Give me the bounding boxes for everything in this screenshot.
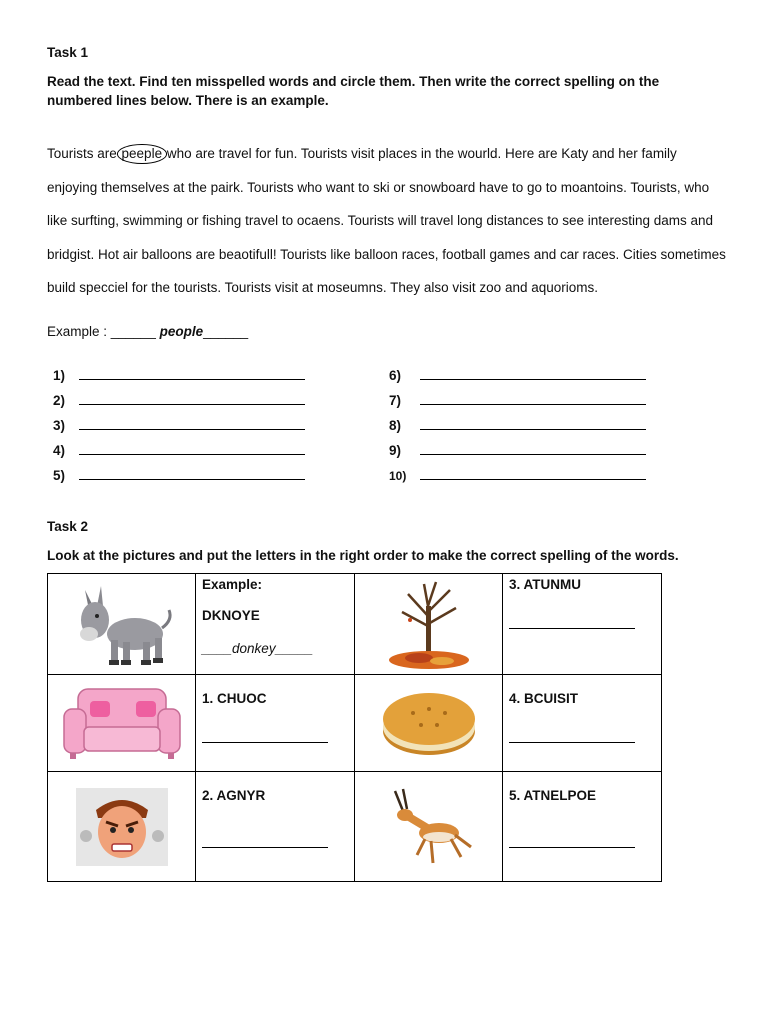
item-4-cell: [503, 675, 662, 772]
answer-line-9[interactable]: 9): [389, 442, 646, 462]
answer-line-1[interactable]: 1): [53, 367, 305, 387]
item-5-label: 5. ATNELPOE: [509, 788, 597, 803]
biscuit-icon: [379, 683, 479, 763]
example-solution: ____donkey_____: [202, 641, 314, 656]
item-1-label: 1. CHUOC: [202, 691, 267, 706]
item-3-label: 3. ATUNMU: [509, 577, 581, 592]
item-4-answer-line[interactable]: [509, 742, 635, 743]
antelope-icon: [381, 785, 477, 869]
example-label: Example : ______: [47, 324, 156, 339]
answer-line-2[interactable]: 2): [53, 392, 305, 412]
item-2-answer-line[interactable]: [202, 847, 328, 848]
item-2-label: 2. AGNYR: [202, 788, 266, 803]
item-1-cell: [196, 675, 355, 772]
donkey-picture: [48, 574, 196, 675]
couch-picture: [48, 675, 196, 772]
answer-line-3[interactable]: 3): [53, 417, 305, 437]
item-3-answer-line[interactable]: [509, 628, 635, 629]
example-word: people: [159, 324, 204, 339]
item-5-answer-line[interactable]: [509, 847, 635, 848]
paragraph-rest: who are travel for fun. Tourists visit places in the wourld. Here are Katy and her family enjoying themselves at the pairk. Tourists who want to ski or snowboard have to go to moantoins. Tourists, who like surfting, swimming or fishing travel to ocaens. Tourists will travel long distances to see interesting dams and bridgist. Hot air balloons are beaotifull! Tourists like balloon races, football games and car races. Cities sometimes build specciel for the tourists. Tourists visit at moseumns. They also visit zoo and aquorioms.: [47, 146, 726, 295]
example-cell-label: Example:: [202, 577, 263, 592]
autumn-tree-icon: [384, 576, 474, 672]
donkey-icon: [67, 576, 177, 672]
task2-title: Task 2: [47, 519, 89, 534]
answer-line-8[interactable]: 8): [389, 417, 646, 437]
biscuit-picture: [355, 675, 503, 772]
task1-paragraph: [47, 137, 727, 305]
angry-face-icon: [76, 788, 168, 866]
answer-line-6[interactable]: 6): [389, 367, 646, 387]
item-4-label: 4. BCUISIT: [509, 691, 579, 706]
answer-line-10[interactable]: 10): [389, 467, 646, 487]
angry-face-picture: [48, 772, 196, 882]
example-tail: ______: [203, 324, 249, 339]
example-answer: [47, 324, 248, 339]
item-1-answer-line[interactable]: [202, 742, 328, 743]
autumn-tree-picture: [355, 574, 503, 675]
answer-line-7[interactable]: 7): [389, 392, 646, 412]
answer-line-4[interactable]: 4): [53, 442, 305, 462]
picture-word-grid: [47, 573, 662, 882]
antelope-picture: [355, 772, 503, 882]
answer-line-5[interactable]: 5): [53, 467, 305, 487]
couch-icon: [60, 683, 184, 763]
item-5-cell: [503, 772, 662, 882]
task1-title: Task 1: [47, 45, 89, 60]
item-2-cell: [196, 772, 355, 882]
item-3-cell: [503, 574, 662, 675]
example-scrambled: DKNOYE: [202, 608, 260, 623]
example-cell: [196, 574, 355, 675]
task1-instructions: Read the text. Find ten misspelled words and circle them. Then write the correct spelling on the numbered lines below. There is an example.: [47, 74, 660, 108]
paragraph-start: Tourists are: [47, 146, 121, 161]
task2-instructions: Look at the pictures and put the letters in the right order to make the correct spelling of the words.: [47, 548, 679, 563]
circled-example-word: peeple: [117, 144, 168, 164]
